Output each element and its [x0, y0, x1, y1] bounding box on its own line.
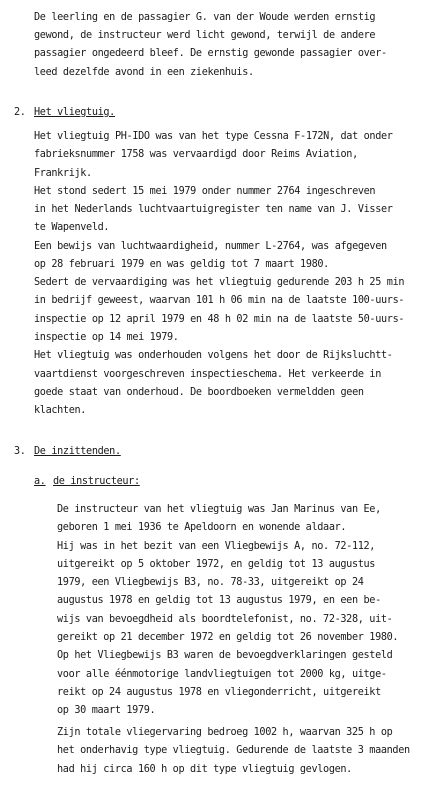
section-3-line: geboren 1 mei 1936 te Apeldoorn en wonende aldaar. — [57, 522, 347, 533]
section-3-line: uitgereikt op 5 oktober 1972, en geldig tot 13 augustus — [57, 559, 376, 570]
section-2-line: Een bewijs van luchtwaardigheid, nummer L-2764, was afgegeven — [34, 241, 387, 252]
section-2-line: te Wapenveld. — [34, 222, 110, 233]
section-3-line: 1979, een Vliegbewijs B3, no. 78-33, uitgereikt op 24 — [57, 577, 364, 588]
intro-line: leed dezelfde avond in een ziekenhuis. — [34, 67, 254, 78]
section-2-heading: Het vliegtuig. — [34, 107, 115, 118]
section-2-line: klachten. — [34, 405, 87, 416]
section-2-line: inspectie op 14 mei 1979. — [34, 332, 179, 343]
section-3-line: gereikt op 21 december 1972 en geldig tot 26 november 1980. — [57, 632, 399, 643]
section-2-line: Het vliegtuig was onderhouden volgens het door de Rijksluchtt- — [34, 350, 393, 361]
section-3-line: het onderhavig type vliegtuig. Gedurende de laatste 3 maanden — [57, 745, 410, 756]
section-3-line: wijs van bevoegdheid als boordtelefonist, no. 72-328, uit- — [57, 614, 393, 625]
section-3-line: voor alle éénmotorige landvliegtuigen tot 2000 kg, uitge- — [57, 669, 387, 680]
section-2-line: in het Nederlands luchtvaartuigregister ten name van J. Visser — [34, 204, 393, 215]
intro-line: passagier ongedeerd bleef. De ernstig gewonde passagier over- — [34, 48, 387, 59]
section-2-line: Sedert de vervaardiging was het vliegtuig gedurende 203 h 25 min — [34, 277, 405, 288]
section-3-line: De instructeur van het vliegtuig was Jan Marinus van Ee, — [57, 504, 381, 515]
section-2-line: op 28 februari 1979 en was geldig tot 7 maart 1980. — [34, 259, 329, 270]
section-2-line: Het vliegtuig PH-IDO was van het type Cessna F-172N, dat onder — [34, 131, 393, 142]
subsection-letter: a. — [34, 476, 46, 487]
section-3-line: Op het Vliegbewijs B3 waren de bevoegdverklaringen gesteld — [57, 650, 393, 661]
section-3-number: 3. — [14, 446, 26, 457]
section-2-line: inspectie op 12 april 1979 en 48 h 02 min na de laatste 50-uurs- — [34, 314, 405, 325]
section-3-line: had hij circa 160 h op dit type vliegtuig gevlogen. — [57, 764, 352, 775]
section-2-number: 2. — [14, 107, 26, 118]
subsection-heading: de instructeur: — [53, 476, 140, 487]
section-3-line: Zijn totale vliegervaring bedroeg 1002 h, waarvan 325 h op — [57, 727, 393, 738]
intro-line: gewond, de instructeur werd licht gewond, terwijl de andere — [34, 30, 376, 41]
section-2-line: fabrieksnummer 1758 was vervaardigd door Reims Aviation, — [34, 149, 358, 160]
section-3-line: Hij was in het bezit van een Vliegbewijs A, no. 72-112, — [57, 541, 376, 552]
section-2-line: Het stond sedert 15 mei 1979 onder nummer 2764 ingeschreven — [34, 186, 376, 197]
section-3-line: op 30 maart 1979. — [57, 705, 156, 716]
section-3-line: augustus 1978 en geldig tot 13 augustus 1979, en een be- — [57, 595, 381, 606]
section-2-line: Frankrijk. — [34, 168, 92, 179]
section-3-line: reikt op 24 augustus 1978 en vliegonderricht, uitgereikt — [57, 687, 381, 698]
section-2-line: vaartdienst voorgeschreven inspectieschema. Het verkeerde in — [34, 369, 382, 380]
section-2-line: in bedrijf geweest, waarvan 101 h 06 min na de laatste 100-uurs- — [34, 295, 405, 306]
section-3-heading: De inzittenden. — [34, 446, 121, 457]
intro-line: De leerling en de passagier G. van der Woude werden ernstig — [34, 12, 376, 23]
section-2-line: goede staat van onderhoud. De boordboeken vermeldden geen — [34, 387, 364, 398]
